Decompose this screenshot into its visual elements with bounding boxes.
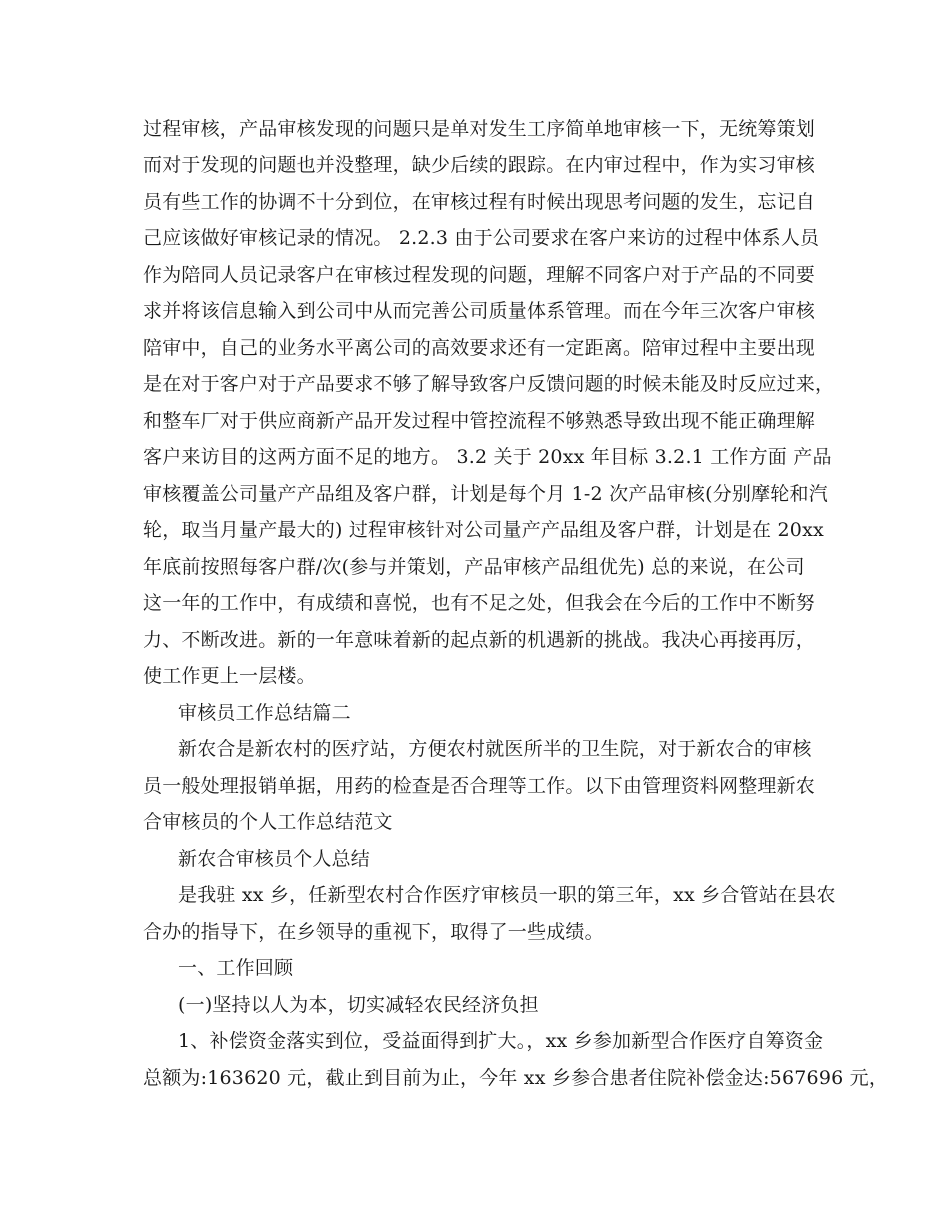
text-line: 员一般处理报销单据，用药的检查是否合理等工作。以下由管理资料网整理新农 (143, 775, 816, 797)
text-line: 力、不断改进。新的一年意味着新的起点新的机遇新的挑战。我决心再接再厉， (143, 629, 816, 651)
text-line: 使工作更上一层楼。 (143, 665, 316, 687)
section-heading: (一)坚持以人为本，切实减轻农民经济负担 (178, 994, 539, 1016)
text-line: 陪审中，自己的业务水平离公司的高效要求还有一定距离。陪审过程中主要出现 (143, 337, 816, 359)
text-line: 求并将该信息输入到公司中从而完善公司质量体系管理。而在今年三次客户审核 (143, 300, 816, 322)
text-line: 审核覆盖公司量产产品组及客户群，计划是每个月 1-2 次产品审核(分别摩轮和汽 (143, 483, 828, 505)
text-line: 而对于发现的问题也并没整理，缺少后续的跟踪。在内审过程中，作为实习审核 (143, 154, 816, 176)
text-line: 合办的指导下，在乡领导的重视下，取得了一些成绩。 (143, 921, 604, 943)
text-line: 轮，取当月量产最大的) 过程审核针对公司量产产品组及客户群，计划是在 20xx (143, 519, 824, 541)
section-heading: 新农合审核员个人总结 (178, 848, 371, 870)
text-line: 总额为:163620 元，截止到目前为止，今年 xx 乡参合患者住院补偿金达:567696 元， (143, 1067, 889, 1089)
text-line: 己应该做好审核记录的情况。 2.2.3 由于公司要求在客户来访的过程中体系人员 (143, 227, 820, 249)
text-line: 是我驻 xx 乡，任新型农村合作医疗审核员一职的第三年，xx 乡合管站在县农 (178, 884, 836, 906)
text-line: 是在对于客户对于产品要求不够了解导致客户反馈问题的时候未能及时反应过来， (143, 373, 835, 395)
text-line: 客户来访目的这两方面不足的地方。 3.2 关于 20xx 年目标 3.2.1 工作方面 产品 (143, 446, 832, 468)
text-line: 合审核员的个人工作总结范文 (143, 811, 393, 833)
text-line: 1、补偿资金落实到位，受益面得到扩大。，xx 乡参加新型合作医疗自筹资金 (178, 1030, 824, 1052)
section-heading: 审核员工作总结篇二 (178, 702, 351, 724)
section-heading: 一、工作回顾 (178, 957, 294, 979)
text-line: 新农合是新农村的医疗站，方便农村就医所半的卫生院，对于新农合的审核 (178, 738, 812, 760)
text-line: 员有些工作的协调不十分到位，在审核过程有时候出现思考问题的发生，忘记自 (143, 191, 816, 213)
text-line: 这一年的工作中，有成绩和喜悦，也有不足之处，但我会在今后的工作中不断努 (143, 592, 816, 614)
text-line: 作为陪同人员记录客户在审核过程发现的问题，理解不同客户对于产品的不同要 (143, 264, 816, 286)
text-line: 过程审核，产品审核发现的问题只是单对发生工序简单地审核一下，无统筹策划 (143, 118, 816, 140)
text-line: 和整车厂对于供应商新产品开发过程中管控流程不够熟悉导致出现不能正确理解 (143, 410, 816, 432)
text-line: 年底前按照每客户群/次(参与并策划，产品审核产品组优先) 总的来说，在公司 (143, 556, 805, 578)
